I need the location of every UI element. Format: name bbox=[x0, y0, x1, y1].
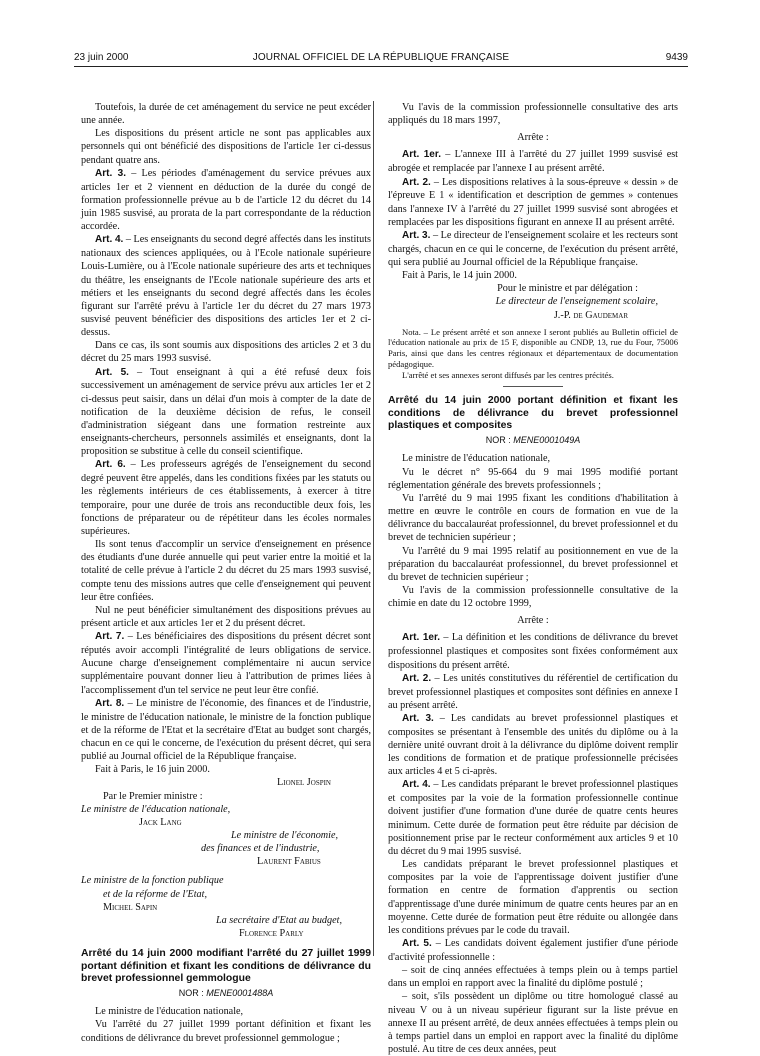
article-3 bbox=[81, 167, 371, 234]
article-label: Art. 5. bbox=[402, 938, 432, 949]
article-text: – L'annexe III à l'arrêté du 27 juillet 1999 susvisé est abrogée et remplacée par l'annexe I au présent arrêté. bbox=[388, 149, 679, 175]
paragraph: Les candidats préparant le brevet professionnel plastiques et composites par la voie de l'apprentissage doivent justifier d'une formation en centre de formation d'apprentis ou section d'apprentissage d'une durée minimum de quatre cents heures par an en moyenne. Cette durée de formation peut être réduite ou allongée dans les conditions prévues par le code du travail. bbox=[388, 859, 678, 936]
article-label: Art. 6. bbox=[95, 459, 126, 471]
article-text: – Le directeur de l'enseignement scolaire et les recteurs sont chargés, chacun en ce qui le concerne, de l'exécution du présent arrêté, qui sera publié au Journal officiel de la République française. bbox=[388, 229, 678, 268]
arrete-label: Arrête : bbox=[517, 615, 549, 627]
arrete-label: Arrête : bbox=[517, 132, 549, 144]
nor-reference bbox=[388, 435, 678, 447]
article-label: Art. 5. bbox=[95, 366, 129, 378]
article-text: – Tout enseignant à qui a été refusé deux fois successivement un aménagement de service prévu aux articles 1er et 2 ci-dessus peut saisir, dans un délai d'un mois à compter de la date de notification de la deuxième décision de refus, le conseil d'administration siégeant dans une formation restreinte aux enseignants-chercheurs, personnels assimilés et enseignants, dont la proposition se substitue à celle du conseil scientifique. bbox=[81, 366, 371, 458]
director-title: Le directeur de l'enseignement scolaire, bbox=[495, 296, 658, 308]
nor-label: NOR : bbox=[485, 434, 511, 445]
paragraph: Les dispositions du présent article ne sont pas applicables aux personnels qui ont bénéficié des dispositions de l'article 1er ci-dessus pendant quatre ans. bbox=[81, 128, 371, 166]
header-date: 23 juin 2000 bbox=[74, 52, 129, 63]
article-text: – La définition et les conditions de délivrance du brevet professionnel plastiques et composites sont fixées conformément aux dispositions du présent arrêté. bbox=[388, 632, 678, 671]
article-label: Art. 7. bbox=[95, 631, 125, 643]
signature-education: Jack Lang bbox=[139, 816, 182, 828]
paragraph: Vu l'arrêté du 9 mai 1995 relatif au positionnement en vue de la préparation du baccalauréat professionnel, du brevet professionnel et du brevet de technicien supérieur ; bbox=[388, 545, 678, 583]
article-text: – Les unités constitutives du référentiel de certification du brevet professionnel plastiques et composites sont définies en annexe I au présent arrêté. bbox=[388, 672, 678, 711]
article-text: – Les enseignants du second degré affectés dans les instituts nationaux des sciences appliquées, ou à l'Ecole nationale supérieure Louis-Lumière, ou à l'Ecole nationale supérieure des arts et techniques du théâtre, les enseignants de l'Ecole nationale supérieure des arts et métiers et les enseignants du second degré affectés dans les écoles figurant sur l'arrêté prévu à l'article 1er du décret du 27 mars 1973 susvisé peuvent bénéficier des dispositions des articles 1er et 2 ci-dessus. bbox=[81, 234, 371, 339]
signature-budget: Florence Parly bbox=[239, 928, 304, 940]
delegation: Pour le ministre et par délégation : bbox=[497, 283, 638, 295]
article-label: Art. 4. bbox=[402, 779, 431, 791]
article-text: – Les professeurs agrégés de l'enseignement du second degré peuvent être appelés, dans les conditions fixées par les statuts ou les règlements intérieurs de ces établissements, à exercer à titre temporaire, pour une durée de trois ans reconductible deux fois, les fonctions de préparateur ou de répétiteur dans les écoles normales supérieures. bbox=[81, 459, 372, 537]
header-page-number: 9439 bbox=[665, 52, 688, 63]
article-label: Art. 3. bbox=[402, 712, 434, 724]
decree-heading: Arrêté du 14 juin 2000 modifiant l'arrêté du 27 juillet 1999 portant définition et fixant les conditions de délivrance du brevet professionnel gemmologue bbox=[81, 948, 371, 985]
column-divider bbox=[373, 101, 374, 956]
article-text: – Le ministre de l'économie, des finances et de l'industrie, le ministre de l'éducation nationale, le ministre de la fonction publique et de la réforme de l'Etat et la secrétaire d'Etat au budget sont chargés, chacun en ce qui le concerne, de l'exécution du présent décret, qui sera publié au Journal officiel de la République française. bbox=[81, 697, 372, 763]
paragraph: Vu l'arrêté du 27 juillet 1999 portant définition et fixant les conditions de délivrance du brevet professionnel gemmologue ; bbox=[81, 1019, 371, 1044]
nor-label: NOR : bbox=[178, 987, 204, 998]
signature-director: J.-P. de Gaudemar bbox=[553, 309, 628, 321]
article-6 bbox=[81, 458, 371, 538]
header-journal-title: JOURNAL OFFICIEL DE LA RÉPUBLIQUE FRANÇAISE bbox=[252, 52, 510, 63]
article-text: – Les candidats au brevet professionnel plastiques et composites se présentant à l'ensemble des unités du diplôme ou à la dernière unité ouvrant droit à la délivrance du diplôme doivent remplir les conditions de formation et de pratique professionnelle précisées aux articles 4 et 5 ci-après. bbox=[388, 712, 678, 778]
minister-title: La secrétaire d'Etat au budget, bbox=[216, 914, 343, 926]
paragraph: Nul ne peut bénéficier simultanément des dispositions prévues au présent article et aux articles 1er et 2 du présent décret. bbox=[81, 604, 371, 630]
article-3 bbox=[388, 229, 678, 269]
signing-place-date: Fait à Paris, le 16 juin 2000. bbox=[95, 764, 210, 776]
list-item: – soit de cinq années effectuées à temps plein ou à temps partiel dans un emploi en rapport avec la finalité du diplôme postulé ; bbox=[388, 965, 678, 990]
article-text: – Les candidats préparant le brevet professionnel plastiques et composites par la voie de la formation professionnelle continue doivent justifier d'une formation d'une durée de quatre cents heures minimum. Cette durée de formation peut être réduite par décision de positionnement prise par le recteur conformément aux articles 9 et 10 du décret du 9 mai 1995 susvisé. bbox=[388, 779, 678, 857]
nota: Nota. – Le présent arrêté et son annexe I seront publiés au Bulletin officiel de l'éducation nationale au prix de 15 F, disponible au CNDP, 13, rue du Four, 75006 Paris, ainsi que dans les centres régionaux et départementaux de documentation pédagogique. bbox=[388, 326, 678, 369]
right-column bbox=[388, 101, 678, 1056]
article-label: Art. 3. bbox=[95, 167, 127, 179]
minister-title: Le ministre de la fonction publique bbox=[81, 875, 224, 887]
section-separator bbox=[503, 386, 563, 387]
article-2 bbox=[388, 672, 678, 712]
article-5 bbox=[81, 366, 371, 459]
article-7 bbox=[81, 630, 371, 697]
decree-heading: Arrêté du 14 juin 2000 portant définition et fixant les conditions de délivrance du brevet professionnel plastiques et composites bbox=[388, 395, 678, 432]
article-label: Art. 2. bbox=[402, 176, 431, 188]
paragraph: Vu l'arrêté du 9 mai 1995 fixant les conditions d'habilitation à mettre en œuvre le contrôle en cours de formation en vue de la délivrance du baccalauréat professionnel, du brevet professionnel et du brevet de technicien supérieur ; bbox=[388, 492, 678, 544]
paragraph: Vu le décret n° 95-664 du 9 mai 1995 modifié portant réglementation générale des brevets professionnels ; bbox=[388, 466, 678, 491]
page-header bbox=[74, 52, 688, 67]
minister-title: et de la réforme de l'Etat, bbox=[103, 888, 208, 900]
signature-economy: Laurent Fabius bbox=[257, 856, 321, 868]
article-4 bbox=[81, 233, 371, 339]
nor-code: MENE0001049A bbox=[513, 434, 581, 445]
article-5 bbox=[388, 937, 678, 964]
article-1 bbox=[388, 148, 678, 175]
article-text: – Les périodes d'aménagement du service prévues aux articles 1er et 2 viennent en déduction de la durée du congé de formation professionnelle prévue au b de l'article 12 du décret du 14 juin 1985 susvisé, au prorata de la part correspondante de la réduction accordée. bbox=[81, 167, 371, 233]
article-8 bbox=[81, 697, 371, 764]
paragraph: Le ministre de l'éducation nationale, bbox=[402, 453, 551, 465]
article-label: Art. 8. bbox=[95, 697, 125, 709]
paragraph: Dans ce cas, ils sont soumis aux dispositions des articles 2 et 3 du décret du 25 mars 1993 susvisé. bbox=[81, 340, 371, 365]
article-label: Art. 3. bbox=[402, 229, 431, 241]
nor-code: MENE0001488A bbox=[206, 987, 274, 998]
minister-title: Le ministre de l'éducation nationale, bbox=[81, 803, 231, 815]
article-text: – Les candidats doivent également justifier d'une période d'activité professionnelle : bbox=[388, 938, 678, 963]
article-2 bbox=[388, 176, 678, 229]
list-item: – soit, s'ils possèdent un diplôme ou titre homologué classé au niveau V ou à un niveau supérieur figurant sur la liste prévue en annexe II au présent arrêté, de deux années effectuées à temps plein ou à temps partiel dans un emploi en rapport avec la finalité du diplôme postulé. Au titre de ces deux années, peut bbox=[388, 991, 678, 1055]
article-4 bbox=[388, 778, 678, 858]
paragraph: Vu l'avis de la commission professionnelle consultative des arts appliqués du 18 mars 1997, bbox=[388, 102, 678, 127]
by-prime-minister: Par le Premier ministre : bbox=[103, 790, 203, 802]
signing-place-date: Fait à Paris, le 14 juin 2000. bbox=[402, 270, 517, 282]
paragraph: Le ministre de l'éducation nationale, bbox=[95, 1006, 244, 1018]
left-column bbox=[81, 101, 371, 1045]
article-label: Art. 4. bbox=[95, 234, 124, 246]
article-label: Art. 2. bbox=[402, 672, 432, 684]
article-text: – Les bénéficiaires des dispositions du présent décret sont réputés avoir accompli l'intégralité de leurs obligations de service. Aucune charge d'enseignement complémentaire ni aucun service supplémentaire pouvant donner lieu à l'attribution de primes liées à l'accomplissement d'un tel service ne peut leur être confié. bbox=[81, 631, 372, 696]
paragraph: Toutefois, la durée de cet aménagement du service ne peut excéder une année. bbox=[81, 102, 371, 127]
article-3 bbox=[388, 712, 678, 779]
signature-prime-minister: Lionel Jospin bbox=[277, 777, 331, 789]
article-label: Art. 1er. bbox=[402, 149, 441, 161]
article-label: Art. 1er. bbox=[402, 632, 441, 644]
article-text: – Les dispositions relatives à la sous-épreuve « dessin » de l'épreuve E 1 « identification et description de gemmes » contenues dans l'annexe IV à l'arrêté du 27 juillet 1999 susvisé sont abrogées et remplacées par les dispositions figurant en annexe II au présent arrêté. bbox=[388, 176, 679, 228]
nota-distribution: L'arrêté et ses annexes seront diffusés par les centres précités. bbox=[402, 369, 614, 380]
signature-public-service: Michel Sapin bbox=[103, 901, 158, 913]
paragraph: Vu l'avis de la commission professionnelle consultative de la chimie en date du 12 octobre 1999, bbox=[388, 585, 678, 610]
nor-reference bbox=[81, 988, 371, 1000]
minister-title: Le ministre de l'économie, bbox=[231, 830, 339, 841]
article-1 bbox=[388, 631, 678, 671]
paragraph: Ils sont tenus d'accomplir un service d'enseignement en présence des étudiants d'une durée annuelle qui peut varier entre la moitié et la totalité de celle prévue à l'article 2 du décret du 25 mars 1993 susvisé, compte tenu des missions autres que celle d'enseignement qui peuvent leur être confiées. bbox=[81, 539, 371, 603]
minister-title: des finances et de l'industrie, bbox=[201, 843, 320, 855]
